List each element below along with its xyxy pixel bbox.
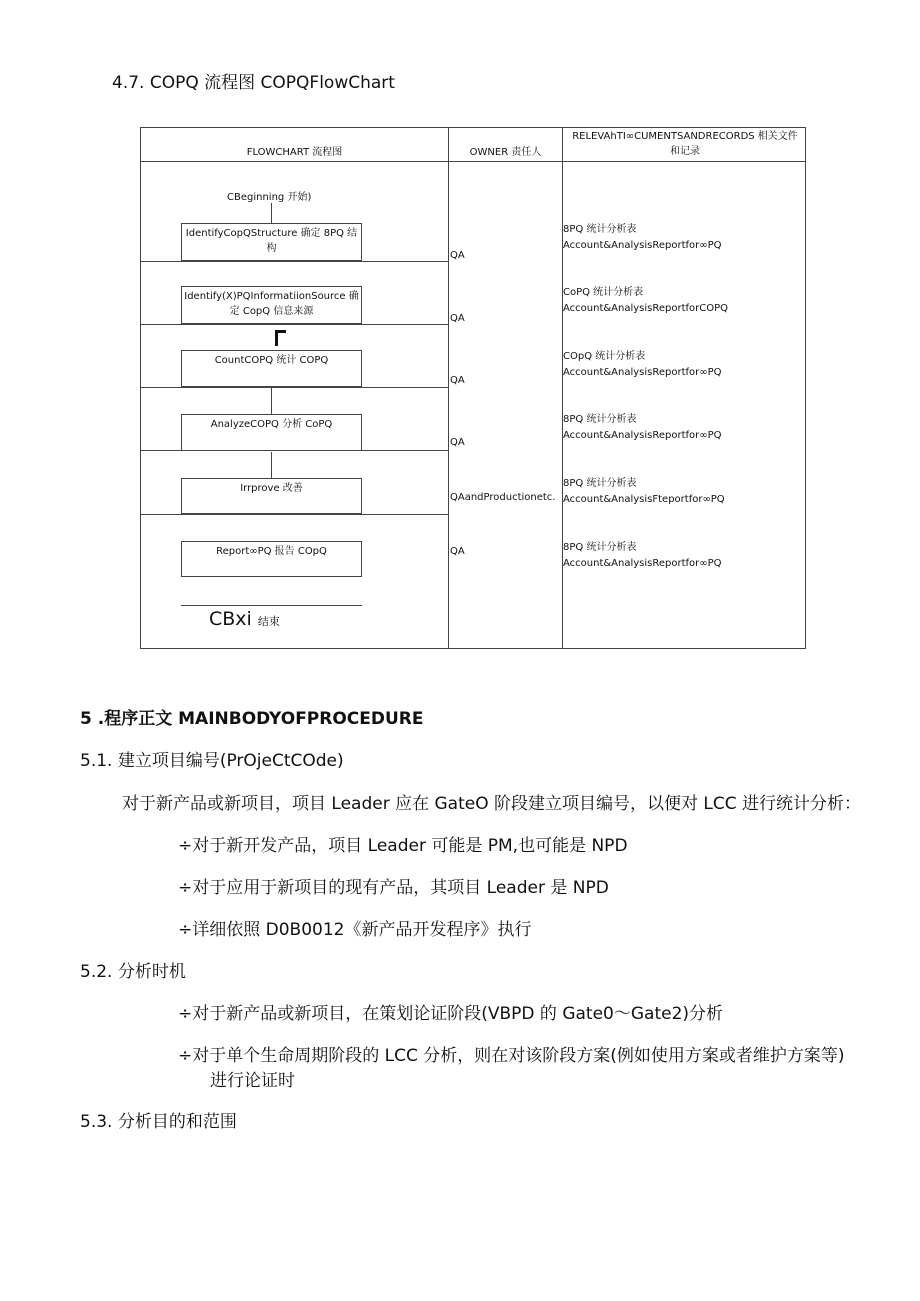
record-line: Account&AnalysisReportfor∞PQ	[563, 430, 722, 441]
bullet-item: ÷对于新产品或新项目，在策划论证阶段(VBPD 的 Gate0～Gate2)分析	[178, 1004, 724, 1024]
step-box-report	[181, 541, 362, 577]
owner-cell: QA	[450, 546, 465, 557]
flowchart-table	[140, 127, 806, 649]
record-cell	[563, 412, 722, 444]
record-line: Account&AnalysisReportforCOPQ	[563, 303, 729, 314]
owner-cell: QA	[450, 250, 465, 261]
bullet-continuation: 进行论证时	[210, 1071, 295, 1091]
section-5-2-heading: 5.2. 分析时机	[80, 962, 186, 982]
section-5-1-heading: 5.1. 建立项目编号(PrOjeCtCOde)	[80, 751, 344, 771]
end-terminal	[209, 608, 280, 630]
owner-cell: QAandProductionetc.	[450, 492, 556, 503]
end-label-small: 结束	[257, 615, 280, 628]
record-line: Account&AnalysisReportfor∞PQ	[563, 558, 722, 569]
record-line: Account&AnalysisReportfor∞PQ	[563, 367, 722, 378]
row-divider	[141, 324, 448, 325]
step-box-improve	[181, 478, 362, 514]
connector-line	[271, 203, 272, 223]
owner-cell: QA	[450, 375, 465, 386]
record-cell	[563, 349, 722, 381]
header-flowchart: FLOWCHART 流程图	[246, 147, 343, 158]
row-divider	[141, 514, 448, 515]
bullet-item: ÷对于应用于新项目的现有产品，其项目 Leader 是 NPD	[178, 878, 609, 898]
record-line: 8PQ 统计分析表	[563, 224, 637, 235]
record-line: 8PQ 统计分析表	[563, 542, 637, 553]
section-5-3-heading: 5.3. 分析目的和范围	[80, 1112, 237, 1132]
bullet-item: ÷详细依照 D0B0012《新产品开发程序》执行	[178, 920, 532, 940]
record-line: Account&AnalysisReportfor∞PQ	[563, 240, 722, 251]
step-text: IdentifyCopQStructure 确定 8PQ 结	[185, 228, 358, 239]
step-text: AnalyzeCOPQ 分析 CoPQ	[210, 419, 333, 430]
begin-terminal: CBeginning 开始)	[227, 192, 312, 203]
end-line	[181, 605, 362, 606]
section-5-1-paragraph: 对于新产品或新项目，项目 Leader 应在 GateO 阶段建立项目编号，以便对 LCC 进行统计分析：	[122, 794, 862, 814]
step-text: Identify(X)PQInformatiionSource 确	[184, 291, 359, 302]
step-text: CountCOPQ 统计 COPQ	[214, 355, 329, 366]
step-text: Report∞PQ 报告 COpQ	[216, 546, 327, 557]
section-5-title: 5 .程序正文 MAINBODYOFPROCEDURE	[80, 709, 424, 729]
section-4-7-title: 4.7. COPQ 流程图 COPQFlowChart	[112, 73, 395, 93]
header-records	[563, 129, 807, 159]
step-box-identify-structure	[181, 223, 362, 261]
row-divider	[141, 261, 448, 262]
header-owner: OWNER 责任人	[469, 147, 542, 158]
bullet-item: ÷对于新开发产品，项目 Leader 可能是 PM,也可能是 NPD	[178, 836, 628, 856]
owner-cell: QA	[450, 313, 465, 324]
record-cell	[563, 476, 725, 508]
end-label: CBxi	[209, 608, 252, 630]
connector-mark	[275, 330, 286, 346]
connector-line	[271, 452, 272, 478]
header-divider	[141, 161, 805, 162]
record-cell	[563, 540, 722, 572]
owner-cell: QA	[450, 437, 465, 448]
step-text: Irrprove 改善	[240, 483, 303, 494]
record-line: CoPQ 统计分析表	[563, 287, 644, 298]
record-cell	[563, 222, 722, 254]
record-line: COpQ 统计分析表	[563, 351, 646, 362]
column-divider	[448, 128, 449, 648]
step-box-analyze	[181, 414, 362, 451]
step-text: 构	[266, 243, 277, 254]
record-line: Account&AnalysisFteportfor∞PQ	[563, 494, 725, 505]
row-divider	[141, 387, 448, 388]
header-records-line2: 和记录	[670, 146, 700, 157]
step-box-identify-source	[181, 286, 362, 324]
record-cell	[563, 285, 728, 317]
header-records-line1: RELEVAhTI∞CUMENTSANDRECORDS 相关文件	[572, 131, 798, 142]
step-text: 定 CopQ 信息来源	[229, 306, 314, 317]
bullet-item: ÷对于单个生命周期阶段的 LCC 分析，则在对该阶段方案(例如使用方案或者维护方案等)	[178, 1046, 845, 1066]
record-line: 8PQ 统计分析表	[563, 478, 637, 489]
step-box-count	[181, 350, 362, 387]
connector-line	[271, 387, 272, 414]
record-line: 8PQ 统计分析表	[563, 414, 637, 425]
